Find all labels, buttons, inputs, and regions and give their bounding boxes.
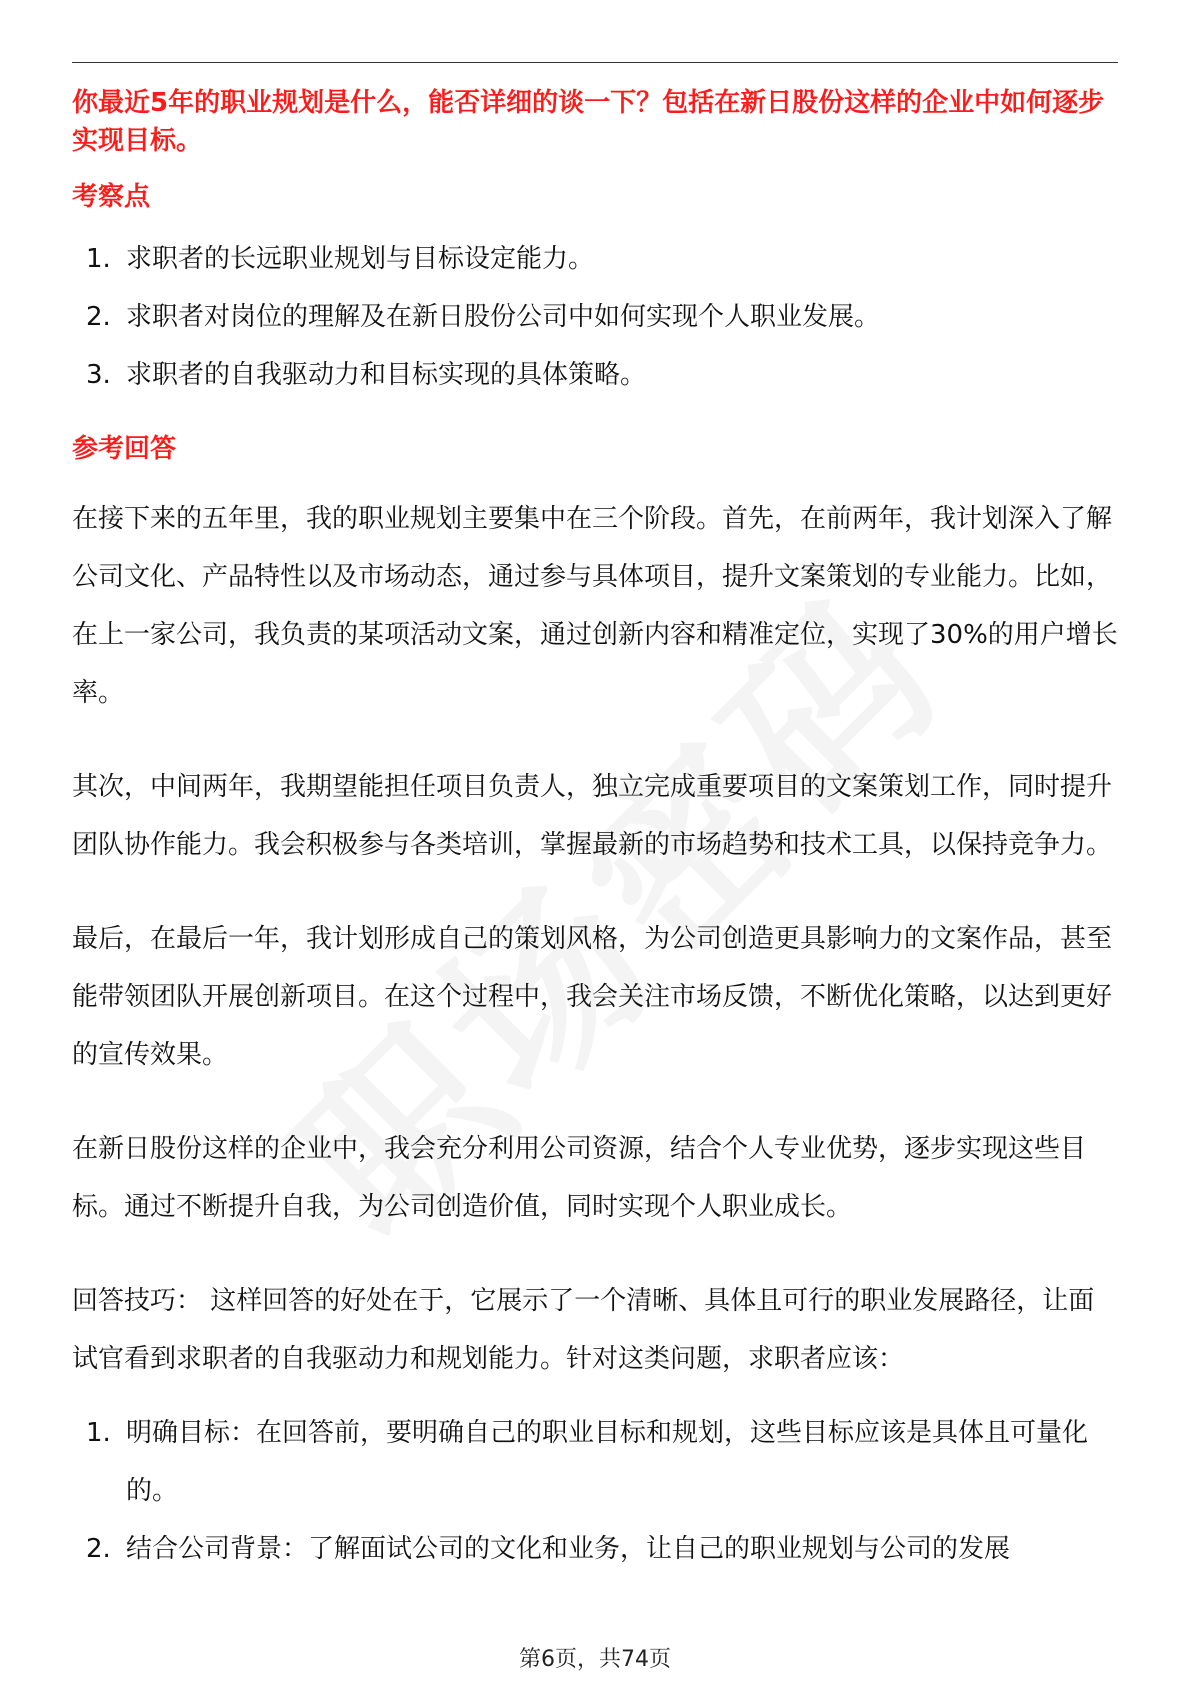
list-text: 求职者对岗位的理解及在新日股份公司中如何实现个人职业发展。: [126, 302, 881, 332]
list-text: 结合公司背景：了解面试公司的文化和业务，让自己的职业规划与公司的发展: [126, 1534, 1011, 1564]
list-text: 求职者的自我驱动力和目标实现的具体策略。: [126, 360, 647, 390]
list-text: 明确目标：在回答前，要明确自己的职业目标和规划，这些目标应该是具体且可量化的。: [126, 1418, 1089, 1506]
points-heading: 考察点: [72, 182, 151, 212]
list-number: 1.: [86, 1418, 111, 1448]
list-item: [72, 1520, 1118, 1578]
tips-list: [72, 1404, 1118, 1578]
points-list: [72, 230, 1118, 404]
answer-paragraph: 最后，在最后一年，我计划形成自己的策划风格，为公司创造更具影响力的文案作品，甚至能带领团队开展创新项目。在这个过程中，我会关注市场反馈，不断优化策略，以达到更好的宣传效果。: [72, 924, 1113, 1070]
page-footer: 第6页，共74页: [519, 1647, 671, 1672]
list-item: [72, 1404, 1118, 1520]
list-number: 1.: [86, 244, 111, 274]
list-number: 2.: [86, 302, 111, 332]
question-title: 你最近5年的职业规划是什么，能否详细的谈一下？包括在新日股份这样的企业中如何逐步实现目标。: [72, 88, 1105, 156]
top-rule: [72, 62, 1118, 63]
tips-paragraph: 回答技巧： 这样回答的好处在于，它展示了一个清晰、具体且可行的职业发展路径，让面试官看到求职者的自我驱动力和规划能力。针对这类问题，求职者应该：: [72, 1286, 1095, 1374]
page-content: [72, 84, 1118, 1578]
list-number: 3.: [86, 360, 111, 390]
list-item: [72, 288, 1118, 346]
answer-paragraph: 在接下来的五年里，我的职业规划主要集中在三个阶段。首先，在前两年，我计划深入了解公司文化、产品特性以及市场动态，通过参与具体项目，提升文案策划的专业能力。比如，在上一家公司，我负责的某项活动文案，通过创新内容和精准定位，实现了30%的用户增长率。: [72, 504, 1118, 708]
list-item: [72, 346, 1118, 404]
answer-paragraph: 在新日股份这样的企业中，我会充分利用公司资源，结合个人专业优势，逐步实现这些目标。通过不断提升自我，为公司创造价值，同时实现个人职业成长。: [72, 1134, 1087, 1222]
answer-heading: 参考回答: [72, 434, 177, 464]
list-item: [72, 230, 1118, 288]
answer-paragraph: 其次，中间两年，我期望能担任项目负责人，独立完成重要项目的文案策划工作，同时提升团队协作能力。我会积极参与各类培训，掌握最新的市场趋势和技术工具，以保持竞争力。: [72, 772, 1113, 860]
list-number: 2.: [86, 1534, 111, 1564]
list-text: 求职者的长远职业规划与目标设定能力。: [126, 244, 595, 274]
